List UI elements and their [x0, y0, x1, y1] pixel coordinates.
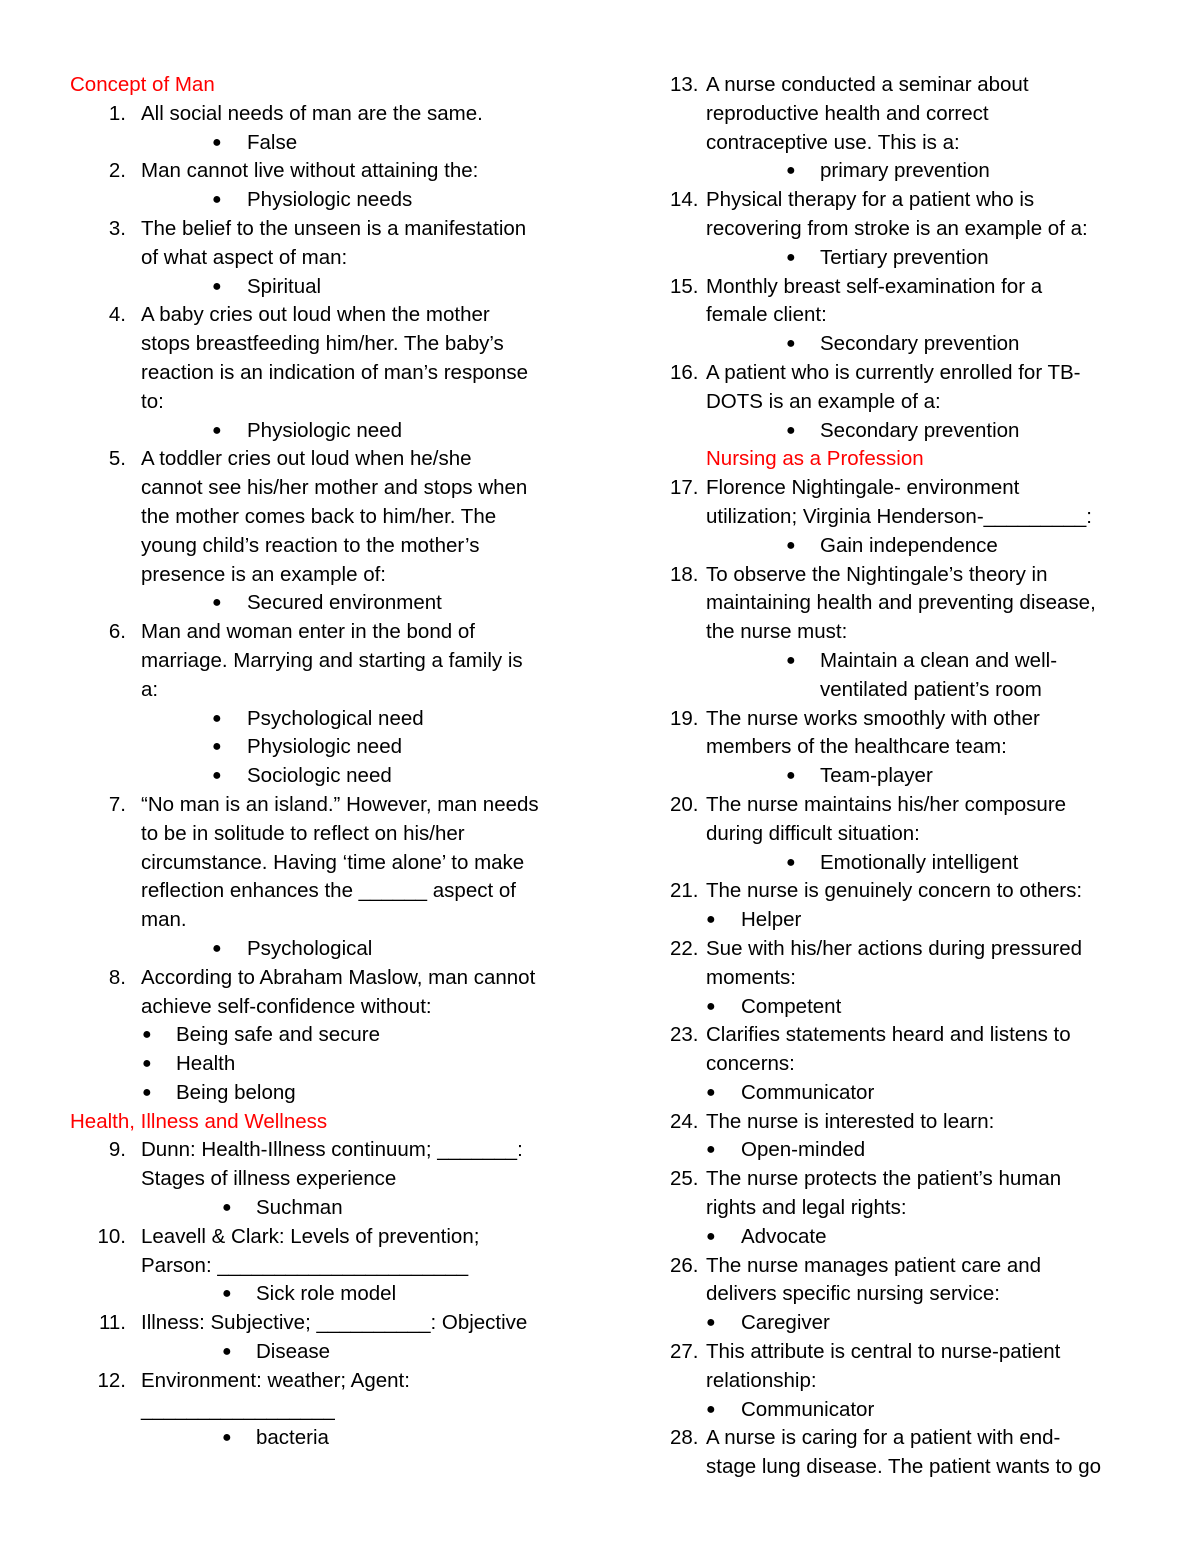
- question-line: [70, 676, 580, 705]
- question-number: 19.: [670, 706, 699, 730]
- bullet-icon: ●: [786, 421, 796, 439]
- question-line: [70, 1165, 580, 1194]
- question-number: 25.: [670, 1167, 699, 1191]
- bullet-icon: ●: [212, 594, 222, 612]
- question-text: A patient who is currently enrolled for TB-: [706, 360, 1081, 384]
- answer-text: Spiritual: [247, 274, 322, 298]
- question-text: the nurse must:: [706, 620, 848, 644]
- question-text: Dunn: Health-Illness continuum; _______:: [141, 1138, 523, 1162]
- question-text: recovering from stroke is an example of a:: [706, 216, 1088, 240]
- question-line: [670, 791, 1140, 820]
- question-text: According to Abraham Maslow, man cannot: [141, 965, 536, 989]
- section-heading: Health, Illness and Wellness: [70, 1109, 328, 1133]
- question-number: 3.: [108, 216, 126, 240]
- bullet-icon: ●: [706, 1083, 716, 1101]
- question-number: 2.: [108, 159, 126, 183]
- bullet-icon: ●: [222, 1285, 232, 1303]
- question-line: [670, 1050, 1140, 1079]
- answer-line: [70, 273, 580, 302]
- answer-line: [670, 330, 1140, 359]
- answer-line: [70, 762, 580, 791]
- question-text: rights and legal rights:: [706, 1196, 907, 1220]
- bullet-icon: ●: [142, 1055, 152, 1073]
- answer-text: False: [247, 130, 298, 154]
- bullet-icon: ●: [222, 1199, 232, 1217]
- question-number: 11.: [99, 1311, 126, 1335]
- question-line: [70, 1223, 580, 1252]
- answer-line: [670, 532, 1140, 561]
- answer-text: Suchman: [256, 1196, 343, 1220]
- question-text: cannot see his/her mother and stops when: [141, 476, 528, 500]
- question-line: [670, 71, 1140, 100]
- question-line: [70, 964, 580, 993]
- answer-text: Secondary prevention: [820, 418, 1020, 442]
- bullet-icon: ●: [212, 939, 222, 957]
- question-text: young child’s reaction to the mother’s: [141, 533, 480, 557]
- question-line: [670, 561, 1140, 590]
- question-line: [670, 935, 1140, 964]
- question-line: [70, 647, 580, 676]
- question-number: 24.: [670, 1109, 699, 1133]
- section-heading: Nursing as a Profession: [706, 447, 924, 471]
- answer-line: [670, 1309, 1140, 1338]
- answer-line: [670, 849, 1140, 878]
- question-text: A nurse is caring for a patient with end-: [706, 1426, 1061, 1450]
- question-text: Monthly breast self-examination for a: [706, 274, 1043, 298]
- question-text: a:: [141, 677, 159, 701]
- question-line: [670, 705, 1140, 734]
- question-text: members of the healthcare team:: [706, 735, 1007, 759]
- question-text: relationship:: [706, 1368, 817, 1392]
- answer-line: [70, 1338, 580, 1367]
- question-text: This attribute is central to nurse-patient: [706, 1340, 1061, 1364]
- question-line: [70, 849, 580, 878]
- question-number: 13.: [670, 73, 699, 96]
- question-text: Parson: ______________________: [141, 1253, 469, 1277]
- bullet-icon: ●: [222, 1343, 232, 1361]
- question-line: [70, 1396, 580, 1425]
- question-line: [70, 820, 580, 849]
- question-line: [670, 215, 1140, 244]
- answer-line: [70, 417, 580, 446]
- bullet-icon: ●: [706, 997, 716, 1015]
- bullet-icon: ●: [222, 1429, 232, 1447]
- question-line: [670, 186, 1140, 215]
- answer-text: Physiologic need: [247, 418, 402, 442]
- answer-line: [670, 157, 1140, 186]
- question-line: [70, 330, 580, 359]
- question-text: reflection enhances the ______ aspect of: [141, 879, 516, 903]
- answer-text: Maintain a clean and well-: [820, 648, 1058, 672]
- answer-line: [670, 1136, 1140, 1165]
- bullet-icon: ●: [706, 1227, 716, 1245]
- question-text: DOTS is an example of a:: [706, 389, 941, 413]
- bullet-icon: ●: [786, 767, 796, 785]
- question-text: Environment: weather; Agent:: [141, 1368, 410, 1392]
- question-line: [70, 100, 580, 129]
- question-number: 4.: [108, 303, 126, 327]
- question-line: [70, 388, 580, 417]
- question-line: [670, 474, 1140, 503]
- question-number: 28.: [670, 1426, 699, 1450]
- bullet-icon: ●: [786, 335, 796, 353]
- answer-line: [670, 244, 1140, 273]
- question-text: Man and woman enter in the bond of: [141, 620, 475, 644]
- answer-line: [70, 1021, 580, 1050]
- bullet-icon: ●: [786, 162, 796, 180]
- question-text: The nurse works smoothly with other: [706, 706, 1040, 730]
- question-number: 15.: [670, 274, 699, 298]
- question-text: The nurse is genuinely concern to others:: [706, 879, 1083, 903]
- bullet-icon: ●: [786, 853, 796, 871]
- question-text: All social needs of man are the same.: [141, 101, 483, 125]
- answer-line: [70, 589, 580, 618]
- question-text: contraceptive use. This is a:: [706, 130, 960, 154]
- question-line: [670, 301, 1140, 330]
- question-text: female client:: [706, 303, 827, 327]
- question-line: [670, 964, 1140, 993]
- question-text: reaction is an indication of man’s response: [141, 360, 529, 384]
- answer-line: [70, 129, 580, 158]
- question-text: moments:: [706, 965, 796, 989]
- question-text: Clarifies statements heard and listens to: [706, 1023, 1071, 1047]
- question-text: maintaining health and preventing disease,: [706, 591, 1096, 615]
- question-line: [70, 474, 580, 503]
- question-line: [70, 503, 580, 532]
- question-line: [670, 820, 1140, 849]
- answer-line: [670, 1396, 1140, 1425]
- question-number: 27.: [670, 1340, 699, 1364]
- question-text: presence is an example of:: [141, 562, 386, 586]
- question-text: Physical therapy for a patient who is: [706, 188, 1035, 212]
- answer-line: [70, 1424, 580, 1453]
- answer-text: Being safe and secure: [176, 1023, 380, 1047]
- answer-text: Advocate: [741, 1224, 827, 1248]
- bullet-icon: ●: [212, 133, 222, 151]
- question-text: To observe the Nightingale’s theory in: [706, 562, 1048, 586]
- question-line: [670, 1252, 1140, 1281]
- question-text: Stages of illness experience: [141, 1167, 397, 1191]
- question-line: [70, 1309, 580, 1338]
- question-number: 23.: [670, 1023, 699, 1047]
- answer-text: Secured environment: [247, 591, 442, 615]
- answer-text: Gain independence: [820, 533, 998, 557]
- answer-text: Psychological need: [247, 706, 424, 730]
- question-line: [70, 1252, 580, 1281]
- bullet-icon: ●: [706, 1400, 716, 1418]
- question-text: stage lung disease. The patient wants to go: [706, 1455, 1102, 1479]
- bullet-icon: ●: [706, 911, 716, 929]
- question-number: 9.: [108, 1138, 126, 1162]
- bullet-icon: ●: [212, 191, 222, 209]
- answer-line: [70, 705, 580, 734]
- answer-line: [670, 676, 1140, 705]
- question-number: 6.: [108, 620, 126, 644]
- answer-text: Psychological: [247, 936, 373, 960]
- question-text: “No man is an island.” However, man needs: [141, 792, 539, 816]
- bullet-icon: ●: [212, 767, 222, 785]
- question-text: Florence Nightingale- environment: [706, 476, 1020, 500]
- question-text: reproductive health and correct: [706, 101, 989, 125]
- question-number: 8.: [108, 965, 126, 989]
- question-text: stops breastfeeding him/her. The baby’s: [141, 332, 504, 356]
- answer-line: [70, 733, 580, 762]
- answer-text: Competent: [741, 994, 842, 1018]
- answer-text: Sick role model: [256, 1282, 397, 1306]
- question-line: [70, 301, 580, 330]
- answer-line: [70, 935, 580, 964]
- question-number: 1.: [108, 101, 126, 125]
- question-number: 12.: [97, 1368, 126, 1392]
- answer-text: Health: [176, 1052, 236, 1076]
- answer-text: Caregiver: [741, 1311, 830, 1335]
- question-line: [670, 877, 1140, 906]
- answer-text: Helper: [741, 908, 802, 932]
- answer-text: Secondary prevention: [820, 332, 1020, 356]
- question-line: [670, 618, 1140, 647]
- answer-line: [70, 1050, 580, 1079]
- answer-text: Emotionally intelligent: [820, 850, 1019, 874]
- bullet-icon: ●: [212, 277, 222, 295]
- question-line: [70, 906, 580, 935]
- question-number: 21.: [670, 879, 699, 903]
- answer-text: Open-minded: [741, 1138, 866, 1162]
- bullet-icon: ●: [706, 1141, 716, 1159]
- bullet-icon: ●: [142, 1083, 152, 1101]
- question-text: man.: [141, 908, 187, 932]
- question-text: of what aspect of man:: [141, 245, 348, 269]
- bullet-icon: ●: [212, 738, 222, 756]
- question-line: [70, 244, 580, 273]
- question-line: [670, 733, 1140, 762]
- question-line: [670, 1367, 1140, 1396]
- answer-line: [70, 1079, 580, 1108]
- question-line: [670, 1338, 1140, 1367]
- answer-text: Communicator: [741, 1080, 875, 1104]
- bullet-icon: ●: [212, 709, 222, 727]
- answer-line: [670, 906, 1140, 935]
- question-line: [670, 273, 1140, 302]
- question-text: A nurse conducted a seminar about: [706, 73, 1029, 96]
- question-text: Sue with his/her actions during pressured: [706, 936, 1083, 960]
- question-line: [70, 791, 580, 820]
- question-line: [70, 359, 580, 388]
- question-text: the mother comes back to him/her. The: [141, 504, 497, 528]
- answer-line: [670, 1223, 1140, 1252]
- answer-line: [670, 993, 1140, 1022]
- bullet-icon: ●: [212, 421, 222, 439]
- question-line: [670, 359, 1140, 388]
- answer-line: [670, 1079, 1140, 1108]
- question-line: [670, 1453, 1140, 1482]
- bullet-icon: ●: [786, 248, 796, 266]
- question-line: [70, 1367, 580, 1396]
- question-line: [670, 100, 1140, 129]
- answer-line: [670, 762, 1140, 791]
- question-text: A baby cries out loud when the mother: [141, 303, 490, 327]
- bullet-icon: ●: [706, 1314, 716, 1332]
- question-line: [70, 215, 580, 244]
- question-number: 18.: [670, 562, 699, 586]
- question-number: 22.: [670, 936, 699, 960]
- question-line: [670, 1108, 1140, 1137]
- answer-line: [670, 417, 1140, 446]
- question-line: [670, 503, 1140, 532]
- answer-text: Sociologic need: [247, 764, 392, 788]
- section-heading: Concept of Man: [70, 73, 215, 96]
- answer-line: [70, 1280, 580, 1309]
- question-line: [670, 1021, 1140, 1050]
- question-line: [70, 157, 580, 186]
- question-line: [70, 877, 580, 906]
- question-line: [70, 618, 580, 647]
- question-number: 5.: [108, 447, 126, 471]
- question-line: [70, 993, 580, 1022]
- answer-text: Tertiary prevention: [820, 245, 989, 269]
- question-line: [670, 1194, 1140, 1223]
- answer-text: Disease: [256, 1340, 331, 1364]
- question-number: 10.: [97, 1224, 126, 1248]
- question-text: marriage. Marrying and starting a family is: [141, 648, 523, 672]
- question-line: [670, 129, 1140, 158]
- answer-text: Being belong: [176, 1080, 296, 1104]
- question-line: [670, 1165, 1140, 1194]
- question-line: [670, 388, 1140, 417]
- question-number: 17.: [670, 476, 699, 500]
- question-number: 16.: [670, 360, 699, 384]
- question-text: Man cannot live without attaining the:: [141, 159, 479, 183]
- question-text: The nurse is interested to learn:: [706, 1109, 995, 1133]
- bullet-icon: ●: [786, 536, 796, 554]
- question-line: [70, 561, 580, 590]
- question-text: circumstance. Having ‘time alone’ to make: [141, 850, 525, 874]
- question-text: Leavell & Clark: Levels of prevention;: [141, 1224, 480, 1248]
- question-line: [670, 1280, 1140, 1309]
- answer-text: Team-player: [820, 764, 933, 788]
- question-text: A toddler cries out loud when he/she: [141, 447, 472, 471]
- question-text: Illness: Subjective; __________: Objective: [141, 1311, 528, 1335]
- bullet-icon: ●: [786, 651, 796, 669]
- answer-line: [70, 1194, 580, 1223]
- question-number: 26.: [670, 1253, 699, 1277]
- answer-text: Physiologic need: [247, 735, 402, 759]
- question-line: [70, 445, 580, 474]
- question-text: _________________: [141, 1397, 335, 1421]
- question-number: 14.: [670, 188, 699, 212]
- question-text: utilization; Virginia Henderson-_________:: [706, 504, 1092, 528]
- question-line: [70, 532, 580, 561]
- question-text: The nurse maintains his/her composure: [706, 792, 1067, 816]
- left-column: [70, 71, 580, 1453]
- question-text: during difficult situation:: [706, 821, 920, 845]
- right-column: [670, 71, 1140, 1482]
- answer-text: Communicator: [741, 1397, 875, 1421]
- question-line: [670, 589, 1140, 618]
- question-line: [670, 1424, 1140, 1453]
- answer-text: primary prevention: [820, 159, 990, 183]
- bullet-icon: ●: [142, 1026, 152, 1044]
- question-text: The nurse protects the patient’s human: [706, 1167, 1062, 1191]
- answer-text: ventilated patient’s room: [820, 677, 1042, 701]
- answer-line: [670, 647, 1140, 676]
- question-text: The belief to the unseen is a manifestation: [141, 216, 527, 240]
- question-number: 7.: [108, 792, 126, 816]
- question-text: to be in solitude to reflect on his/her: [141, 821, 465, 845]
- answer-text: Physiologic needs: [247, 188, 413, 212]
- answer-line: [70, 186, 580, 215]
- question-text: achieve self-confidence without:: [141, 994, 432, 1018]
- question-text: concerns:: [706, 1052, 795, 1076]
- question-text: The nurse manages patient care and: [706, 1253, 1042, 1277]
- question-number: 20.: [670, 792, 699, 816]
- answer-text: bacteria: [256, 1426, 329, 1450]
- question-text: delivers specific nursing service:: [706, 1282, 1000, 1306]
- question-line: [70, 1136, 580, 1165]
- question-text: to:: [141, 389, 164, 413]
